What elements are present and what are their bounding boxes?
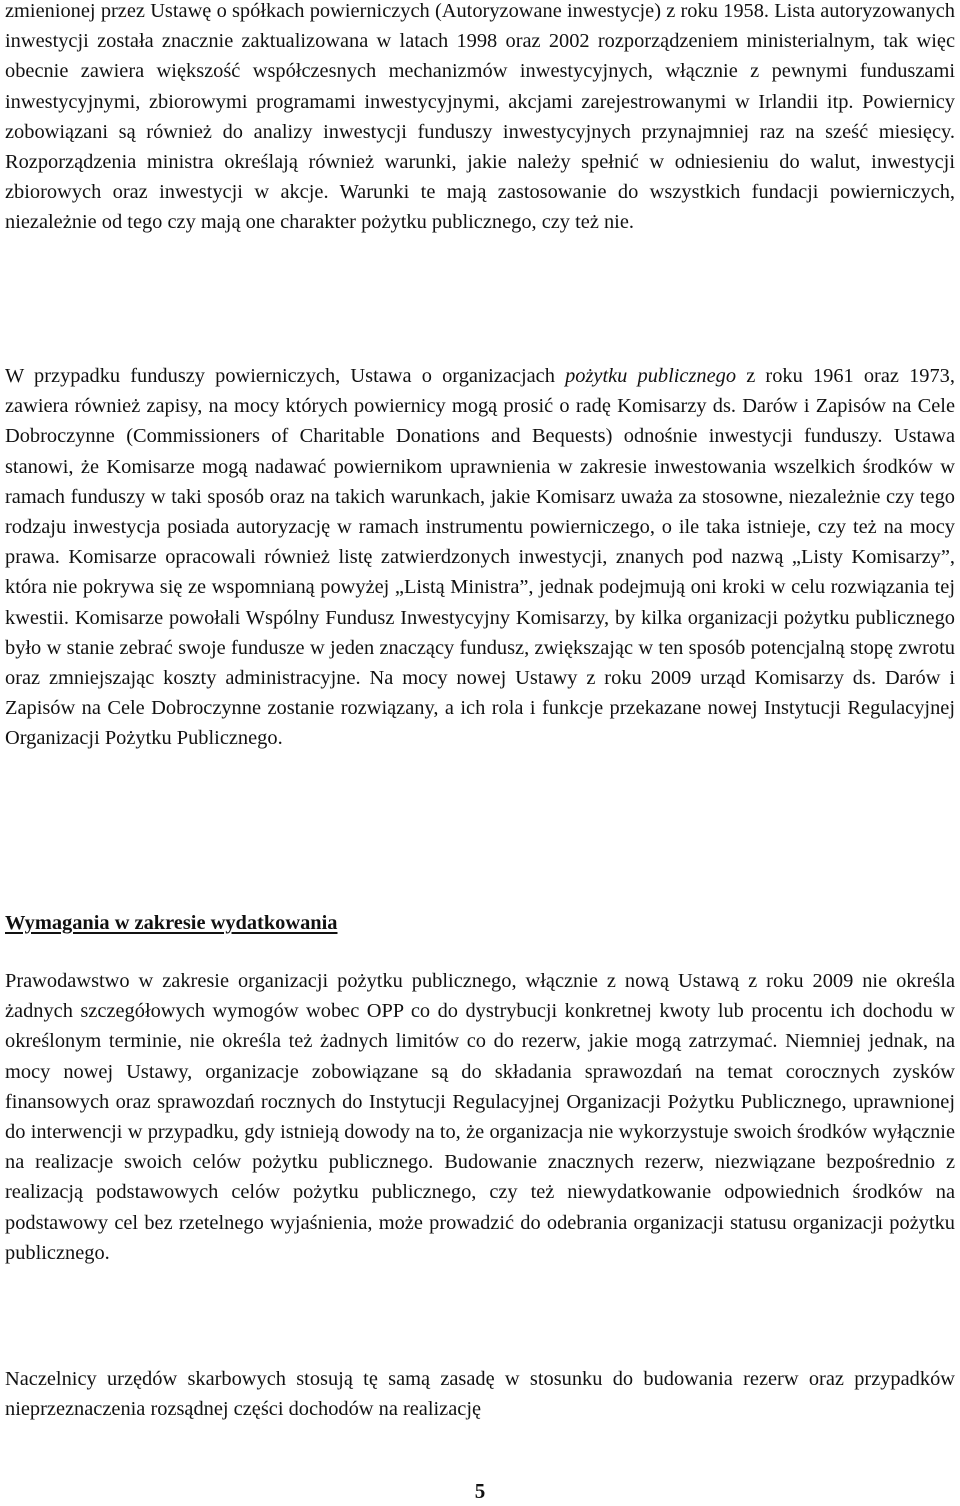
paragraph-commissioners-rest: z roku 1961 oraz 1973, zawiera również zapisy, na mocy których powiernicy mogą prosić o radę Komisarzy ds. Darów i Zapisów na Cele Dobroczynne (Commissioners of Charitable Donations and Bequests) odnośnie inwestycji funduszy. Ustawa stanowi, że Komisarze mogą nadawać powiernikom uprawnienia w zakresie inwestowania wszelkich środków w ramach funduszy w taki sposób oraz na takich warunkach, jakie Komisarz uważa za stosowne, niezależnie czy tego rodzaju inwestycja posiada autoryzację w ramach instrumentu powierniczego, o ile taka istnieje, czy też na mocy prawa. Komisarze opracowali również listę zatwierdzonych inwestycji, znanych pod nazwą „Listy Komisarzy”, która nie pokrywa się ze wspomnianą powyżej „Listą Ministra”, jednak podejmują oni kroki w celu rozwiązania tej kwestii. Komisarze powołali Wspólny Fundusz Inwestycyjny Komisarzy, by kilka organizacji pożytku publicznego było w stanie zebrać swoje fundusze w jeden znaczący fundusz, zwiększając w ten sposób potencjalną stopę zwrotu oraz zmniejszając koszty administracyjne. Na mocy nowej Ustawy z roku 2009 urząd Komisarzy ds. Darów i Zapisów na Cele Dobroczynne zostanie rozwiązany, a ich rola i funkcje przekazane nowej Instytucji Regulacyjnej Organizacji Pożytku Publicznego.	[5, 365, 955, 750]
paragraph-commissioners-italic: pożytku publicznego	[565, 365, 737, 387]
paragraph-spending-legislation: Prawodawstwo w zakresie organizacji pożytku publicznego, włącznie z nową Ustawą z roku 2009 nie określa żadnych szczegółowych wymogów wobec OPP co do dystrybucji konkretnej kwoty lub procentu ich dochodu w określonym terminie, nie określa też żadnych limitów co do rezerw, jakie mogą zatrzymać. Niemniej jednak, na mocy nowej Ustawy, organizacje zobowiązane są do składania sprawozdań na temat corocznych zysków finansowych oraz sprawozdań rocznych do Instytucji Regulacyjnej Organizacji Pożytku Publicznego, uprawnionej do interwencji w przypadku, gdy istnieją dowody na to, że organizacja nie wykorzystuje swoich środków wyłącznie na realizacje swoich celów pożytku publicznego. Budowanie znacznych rezerw, niezwiązane bezpośrednio z realizacją podstawowych celów pożytku publicznego, czy też niewydatkowanie odpowiednich środków na podstawowy cel bez rzetelnego wyjaśnienia, może prowadzić do odebrania organizacji statusu organizacji pożytku publicznego.	[5, 970, 955, 1264]
paragraph-commissioners-start: W przypadku funduszy powierniczych, Ustawa o organizacjach	[5, 365, 566, 387]
paragraph-tax-inspectors: Naczelnicy urzędów skarbowych stosują tę samą zasadę w stosunku do budowania rezerw oraz przypadków nieprzeznaczenia rozsądnej części dochodów na realizację	[5, 1368, 955, 1421]
section-heading-spending-requirements: Wymagania w zakresie wydatkowania	[5, 912, 338, 934]
paragraph-authorized-investments: zmienionej przez Ustawę o spółkach powierniczych (Autoryzowane inwestycje) z roku 1958. Lista autoryzowanych inwestycji została znacznie zaktualizowana w latach 1998 oraz 2002 rozporządzeniem ministerialnym, tak więc obecnie zawiera większość współczesnych mechanizmów inwestycyjnych, włącznie z pewnymi funduszami inwestycyjnymi, zbiorowymi programami inwestycyjnymi, akcjami zarejestrowanymi w Irlandii itp. Powiernicy zobowiązani są również do analizy inwestycji funduszy inwestycyjnych przynajmniej raz na sześć miesięcy. Rozporządzenia ministra określają również warunki, jakie należy spełnić w odniesieniu do walut, inwestycji zbiorowych oraz inwestycji w akcje. Warunki te mają zastosowanie do wszystkich fundacji powierniczych, niezależnie od tego czy mają one charakter pożytku publicznego, czy też nie.	[5, 0, 955, 234]
page-number: 5	[474, 1479, 486, 1503]
paragraph-commissioners	[5, 361, 955, 754]
